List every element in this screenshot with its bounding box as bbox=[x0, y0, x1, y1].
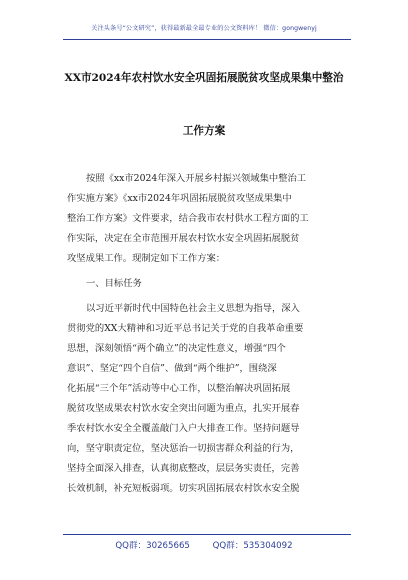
header-divider bbox=[63, 39, 351, 40]
body-line: 攻坚成果工作。现制定如下工作方案： bbox=[67, 253, 226, 264]
body-line: 贯彻党的XX大精神和习近平总书记关于党的自我革命重要 bbox=[67, 323, 304, 334]
body-line: 按照《xx市2024年深入开展乡村振兴领域集中整治工 bbox=[86, 173, 307, 184]
body-line: 向，坚守职责定位，坚决惩治一切损害群众利益的行为， bbox=[67, 443, 300, 454]
body-line: 脱贫攻坚成果农村饮水安全突出问题为重点，扎实开展春 bbox=[67, 403, 300, 414]
section-heading: 一、目标任务 bbox=[86, 278, 142, 289]
body-line: 长效机制，补充短板弱项。切实巩固拓展农村饮水安全脱 bbox=[67, 483, 300, 494]
body-line: 整治工作方案》文件要求，结合我市农村供水工程方面的工 bbox=[67, 213, 309, 224]
body-line: 作实施方案》《xx市2024年巩固拓展脱贫攻坚成果集中 bbox=[67, 193, 292, 204]
body-line: 意识”、坚定“四个自信”、做到“两个维护”，围绕深 bbox=[67, 363, 277, 374]
body-line: 作实际，决定在全市范围开展农村饮水安全巩固拓展脱贫 bbox=[67, 233, 300, 244]
document-title: XX市2024年农村饮水安全巩固拓展脱贫攻坚成果集中整治 bbox=[64, 72, 344, 84]
body-line: 化拓展“三个年”活动等中心工作，以整治解决巩固拓展 bbox=[67, 383, 291, 394]
footer-qq-group-2: QQ群：535304092 bbox=[212, 541, 293, 551]
header-banner: 关注头条号“公文研究”，获得最新最全最专业的公文资料库！ 微信：gongwenyj bbox=[91, 25, 317, 32]
footer-qq-group-1: QQ群：30265665 bbox=[115, 541, 190, 551]
body-line: 思想，深刻领悟“两个确立”的决定性意义，增强“四个 bbox=[67, 343, 286, 354]
footer bbox=[0, 539, 408, 551]
document-subtitle: 工作方案 bbox=[182, 125, 226, 137]
footer-divider bbox=[63, 534, 351, 535]
body-line: 季农村饮水安全全覆盖敲门入户大排查工作。坚持问题导 bbox=[67, 423, 300, 434]
body-line: 以习近平新时代中国特色社会主义思想为指导，深入 bbox=[86, 303, 300, 314]
body-line: 坚持全面深入排查，认真彻底整改，层层务实责任，完善 bbox=[67, 463, 300, 474]
